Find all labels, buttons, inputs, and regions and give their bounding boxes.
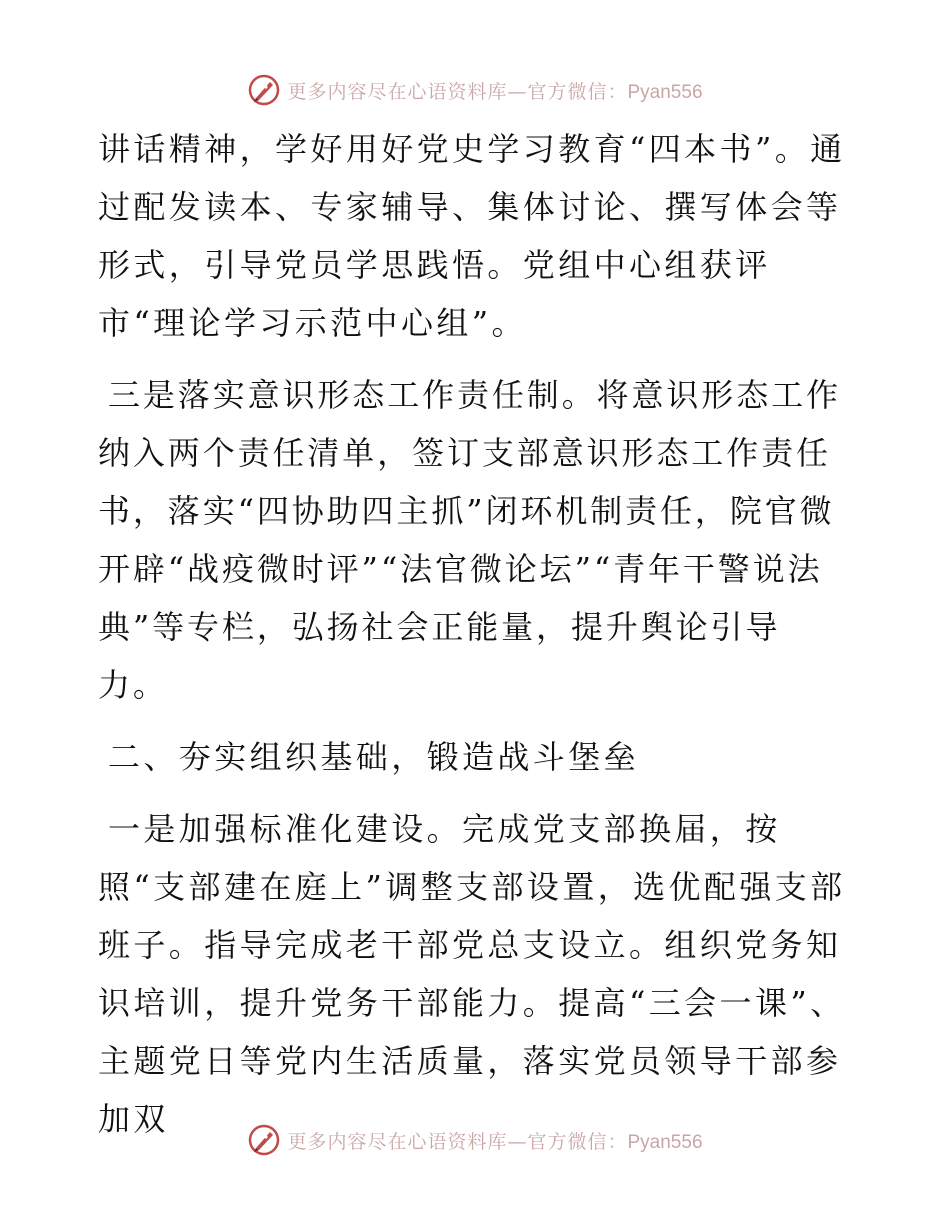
watermark-wechat-id: Pyan556: [627, 1131, 703, 1153]
watermark-wechat-id: Pyan556: [627, 81, 703, 103]
watermark-text: 更多内容尽在心语资料库—官方微信：Pyan556: [287, 80, 703, 103]
header-watermark: [0, 70, 950, 110]
paragraph-1: 讲话精神，学好用好党史学习教育“四本书”。通过配发读本、专家辅导、集体讨论、撰写体会等形式，引导党员学思践悟。党组中心组获评市“理论学习示范中心组”。: [98, 130, 846, 342]
watermark-text: 更多内容尽在心语资料库—官方微信：Pyan556: [287, 1130, 703, 1153]
document-body: [98, 120, 850, 1148]
footer-watermark: [0, 1120, 950, 1160]
paragraph-3: 一是加强标准化建设。完成党支部换届，按照“支部建在庭上”调整支部设置，选优配强支部班子。指导完成老干部党总支设立。组织党务知识培训，提升党务干部能力。提高“三会一课”、主题党日等党内生活质量，落实党员领导干部参加双: [98, 810, 846, 1138]
pen-logo-icon: [247, 73, 281, 107]
section-heading: 二、夯实组织基础，锻造战斗堡垒: [108, 738, 640, 776]
pen-logo-icon: [247, 1123, 281, 1157]
paragraph-2: 三是落实意识形态工作责任制。将意识形态工作纳入两个责任清单，签订支部意识形态工作责任书，落实“四协助四主抓”闭环机制责任，院官微开辟“战疫微时评”“法官微论坛”“青年干警说法典”等专栏，弘扬社会正能量，提升舆论引导力。: [98, 376, 841, 704]
